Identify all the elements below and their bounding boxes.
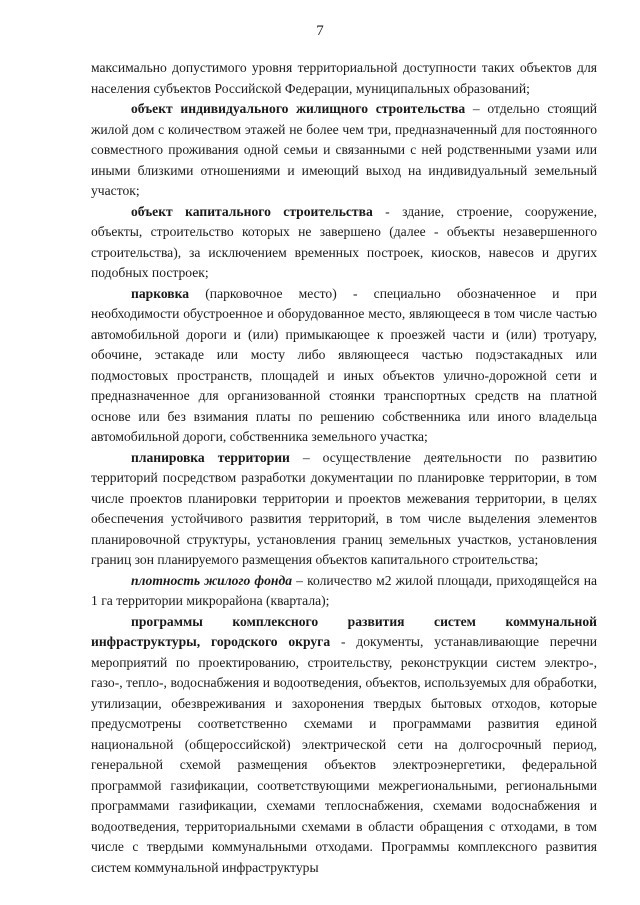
definition-term: плотность жилого фонда	[131, 572, 293, 588]
definition-text: – осуществление деятельности по развитию территорий посредством разработки документации по планировке территории, в том числе проектов планировки территории и проектов межевания территории, в целях обеспечения устойчивого развития территорий, в том числе выделения элементов планировочной структуры, установления границ земельных участков, установления границ зон планируемого размещения объектов капитального строительства;	[91, 449, 597, 567]
definition-term: объект индивидуального жилищного строительства	[131, 101, 466, 116]
paragraph-continuation	[91, 58, 597, 99]
definition-text: - здание, строение, сооружение, объекты, строительство которых не завершено (далее - объекты незавершенного строительства), за исключением временных построек, киосков, навесов и других подобных построек;	[91, 203, 597, 280]
definition-text: - документы, устанавливающие перечни мероприятий по проектированию, строительству, реконструкции систем электро-, газо-, тепло-, водоснабжения и водоотведения, объектов, используемых для обработки, утилизации, обезвреживания и захоронения твердых бытовых отходов, которые предусмотрены соответственно схемами и программами развития единой национальной (общероссийской) электрической сети на долгосрочный период, генеральной схемой размещения объектов электроэнергетики, федеральной программой газификации, соответствующими межрегиональными, региональными программами газификации, схемами теплоснабжения, схемами водоснабжения и водоотведения, территориальными схемами в области обращения с отходами, в том числе с твердыми коммунальными отходами. Программы комплексного развития систем коммунальной инфраструктуры	[91, 634, 597, 875]
paragraph-parking	[91, 284, 597, 448]
paragraph-territory-planning	[91, 448, 597, 571]
paragraph-housing-density	[91, 571, 597, 612]
definition-text: – отдельно стоящий жилой дом с количеством этажей не более чем три, предназначенный для постоянного совместного проживания одной семьи и связанными с ней родственными узами или иными близкими отношениями и имеющий выход на индивидуальный земельный участок;	[91, 101, 598, 198]
definition-term: парковка	[131, 285, 190, 301]
definition-text: максимально допустимого уровня территориальной доступности таких объектов для населения субъектов Российской Федерации, муниципальных образований;	[91, 60, 597, 96]
definition-term: программы комплексного развития систем коммунальной инфраструктуры, городского округа	[91, 613, 597, 649]
paragraph-capital-construction	[91, 202, 597, 284]
definition-text: – количество м2 жилой площади, приходящейся на 1 га территории микрорайона (квартала);	[91, 572, 598, 608]
definition-term: объект капитального строительства	[131, 203, 373, 219]
definition-text: (парковочное место) - специально обозначенное и при необходимости обустроенное и оборудованное место, являющееся в том числе частью автомобильной дороги и (или) примыкающее к проезжей части и (или) тротуару, обочине, эстакаде или мосту либо являющееся частью подэстакадных или подмостовых пространств, площадей и иных объектов улично-дорожной сети и предназначенное для организованной стоянки транспортных средств на платной основе или без взимания платы по решению собственника или иного владельца автомобильной дороги, собственника земельного участка;	[91, 285, 597, 444]
paragraph-individual-housing	[91, 99, 597, 202]
paragraph-utility-programs	[91, 612, 597, 879]
document-body	[91, 58, 597, 878]
page-number: 7	[316, 23, 324, 39]
definition-term: планировка территории	[131, 449, 290, 465]
